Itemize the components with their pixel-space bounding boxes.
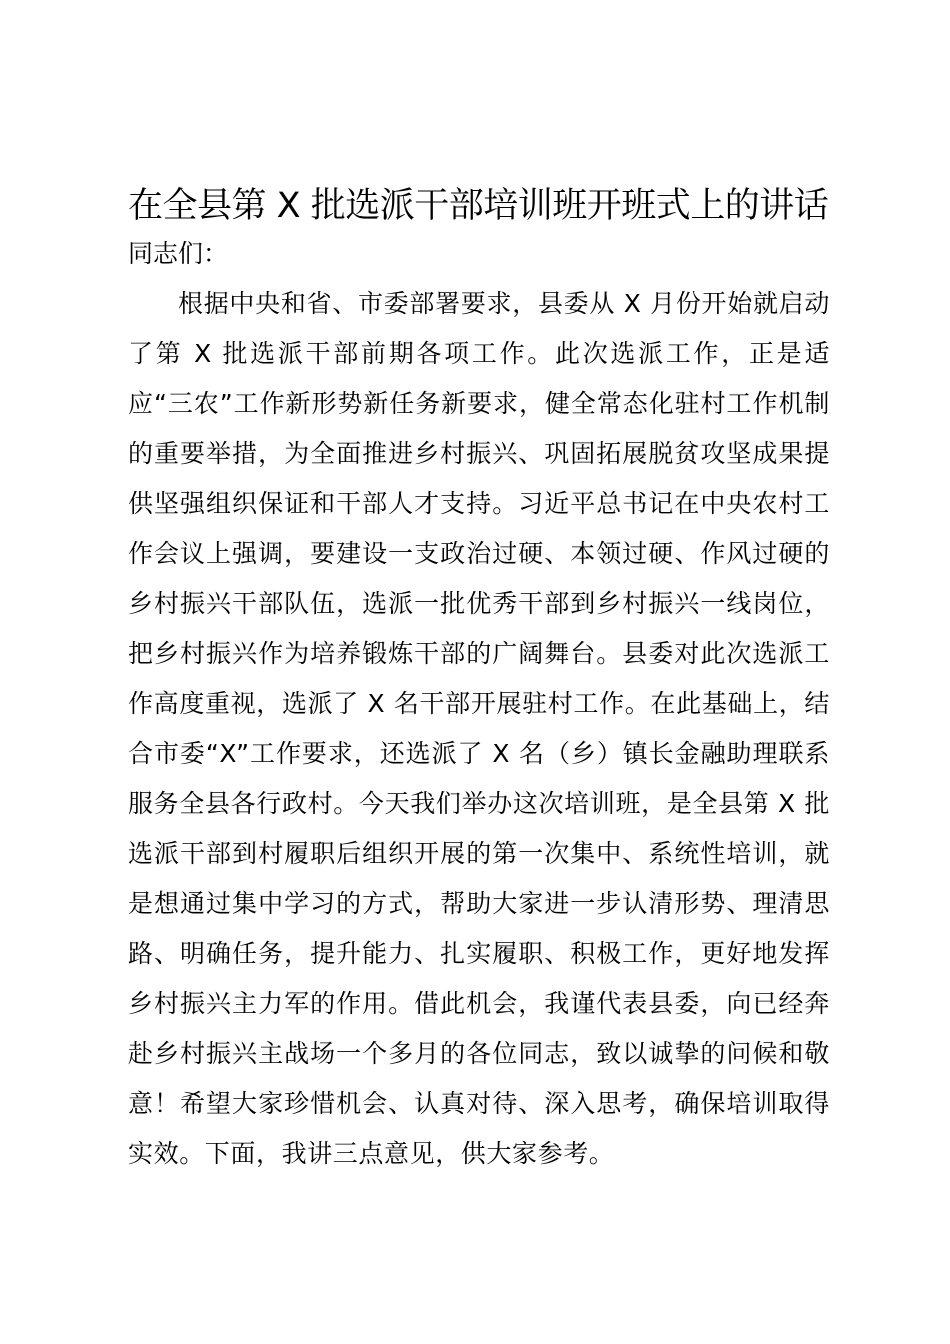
document-page xyxy=(128,183,830,1179)
salutation: 同志们： xyxy=(128,239,229,268)
document-title: 在全县第 X 批选派干部培训班开班式上的讲话 xyxy=(128,186,829,226)
body-paragraph: 根据中央和省、市委部署要求，县委从 X 月份开始就启动了第 X 批选派干部前期各项工作。此次选派工作，正是适应“三农”工作新形势新任务新要求，健全常态化驻村工作机制的重要举措，为全面推进乡村振兴、巩固拓展脱贫攻坚成果提供坚强组织保证和干部人才支持。习近平总书记在中央农村工作会议上强调，要建设一支政治过硬、本领过硬、作风过硬的乡村振兴干部队伍，选派一批优秀干部到乡村振兴一线岗位，把乡村振兴作为培养锻炼干部的广阔舞台。县委对此次选派工作高度重视，选派了 X 名干部开展驻村工作。在此基础上，结合市委“X”工作要求，还选派了 X 名（乡）镇长金融助理联系服务全县各行政村。今天我们举办这次培训班，是全县第 X 批选派干部到村履职后组织开展的第一次集中、系统性培训，就是想通过集中学习的方式，帮助大家进一步认清形势、理清思路、明确任务，提升能力、扎实履职、积极工作，更好地发挥乡村振兴主力军的作用。借此机会，我谨代表县委，向已经奔赴乡村振兴主战场一个多月的各位同志，致以诚挚的问候和敬意！希望大家珍惜机会、认真对待、深入思考，确保培训取得实效。下面，我讲三点意见，供大家参考。 xyxy=(128,289,830,1168)
